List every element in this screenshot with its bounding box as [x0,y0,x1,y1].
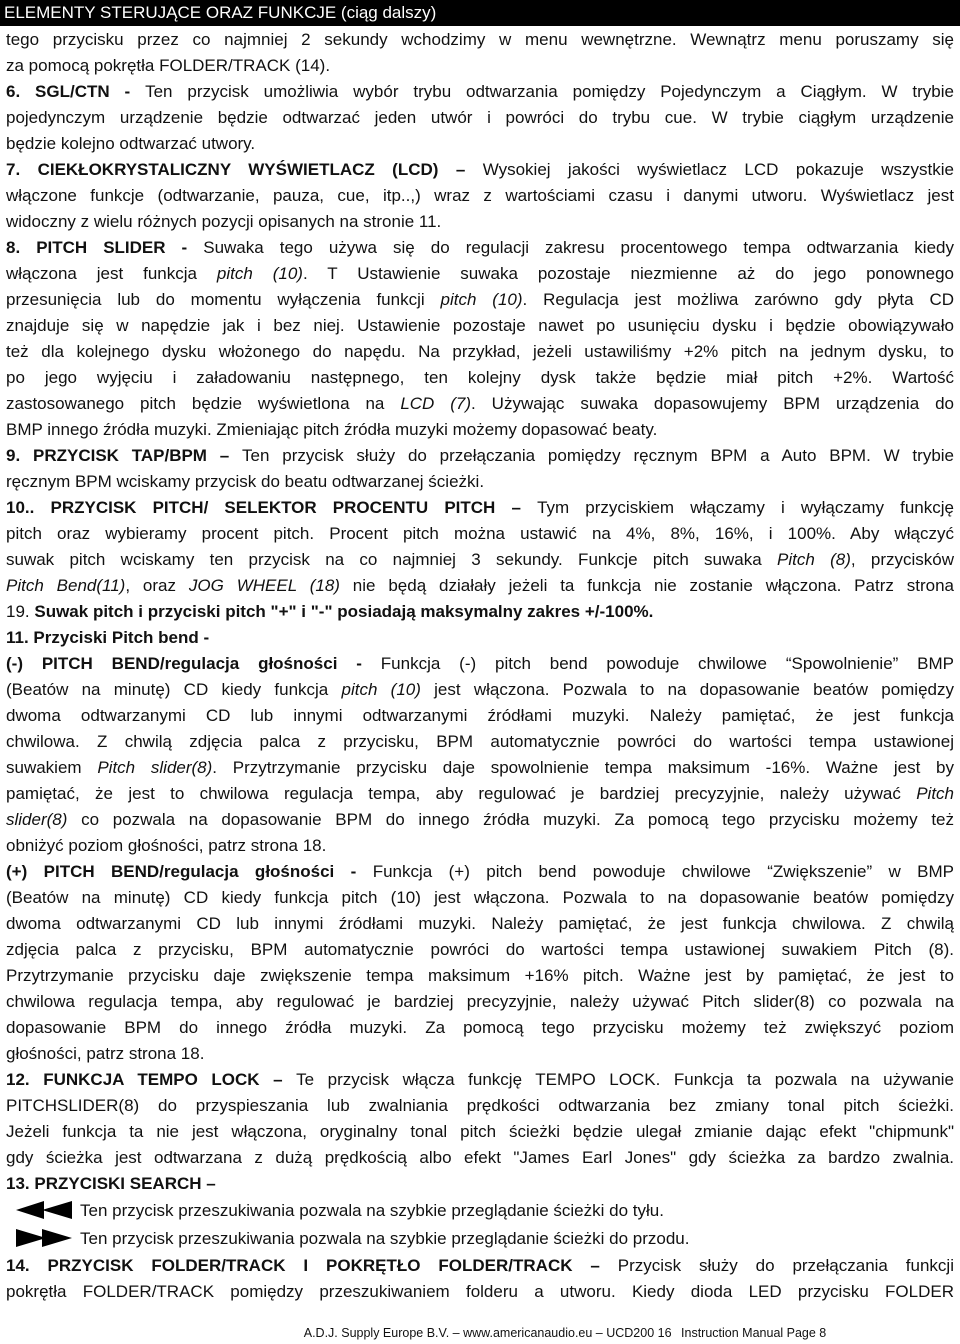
search-item-forward [6,1225,954,1253]
italic-text: Pitch [916,784,954,803]
text-line [6,729,954,755]
italic-text: pitch (10) [341,680,421,699]
text-line [6,131,954,157]
italic-text: JOG WHEEL (18) [188,576,340,595]
text-run: suwakiem [6,758,98,777]
text-run: za pomocą pokrętła FOLDER/TRACK (14). [6,56,331,75]
text-run: też dla kolejnego dysku włożonego do napędu. Na przykład, jeżeli ustawiliśmy +2% pitch na jednym dysku, to [6,342,954,361]
paragraphs [6,27,954,1197]
text-line [6,885,954,911]
italic-text: pitch (10) [216,264,303,283]
text-run: chwilowa. Z chwilą zdjęcia palca z przycisku, BPM automatycznie powróci do wartości tempa ustawionej [6,732,954,751]
bold-text: 8. PITCH SLIDER - [6,238,204,257]
text-run: chwilowa regulacja tempa, aby regulować je bardziej precyzyjnie, należy używać Pitch slider(8) co pozwala na [6,992,954,1011]
text-line [6,963,954,989]
page-footer [0,1325,960,1341]
text-run: . Używając suwaka dopasowujemy BPM urządzenia do [471,394,954,413]
bold-text: 12. FUNKCJA TEMPO LOCK – [6,1070,297,1089]
italic-text: Pitch Bend(11) [6,576,126,595]
text-line [6,235,954,261]
bold-text: (+) PITCH BEND/regulacja głośności - [6,862,373,881]
text-line [6,469,954,495]
text-run: (Beatów na minutę) CD kiedy funkcja pitch (10) jest włączona. Pozwala to na dopasowanie beatów pomiędzy [6,888,954,907]
text-line [6,183,954,209]
italic-text: slider(8) [6,810,68,829]
text-line [6,1067,954,1093]
search-rewind-text: Ten przycisk przeszukiwania pozwala na szybkie przeglądanie ścieżki do tyłu. [80,1201,664,1220]
text-line [6,755,954,781]
text-line [6,495,954,521]
search-forward-text: Ten przycisk przeszukiwania pozwala na szybkie przeglądanie ścieżki do przodu. [80,1229,690,1248]
text-run: Ten przycisk umożliwia wybór trybu odtwarzania pomiędzy Pojedynczym a Ciągłym. W trybie [145,82,954,101]
paragraphs-continued [6,1253,954,1305]
text-run: Ten przycisk służy do przełączania pomiędzy ręcznym BPM a Auto BPM. W trybie [242,446,954,465]
text-run: znajduje się w napędzie jak i bez niej. Ustawienie pozostaje nawet po usunięciu dysku i będzie obowiązywało [6,316,954,335]
text-line [6,261,954,287]
text-run: pojedynczym urządzenie będzie odtwarzać jeden utwór i powróci do trybu cue. W trybie ciągłym urządzenie [6,108,954,127]
text-run: widoczny z wielu różnych pozycji opisanych na stronie 11. [6,212,442,231]
text-line [6,27,954,53]
text-line [6,1093,954,1119]
text-line [6,521,954,547]
text-line [6,547,954,573]
text-line [6,599,954,625]
italic-text: Pitch (8) [777,550,851,569]
text-line [6,911,954,937]
text-run: Wysokiej jakości wyświetlacz LCD pokazuje wszystkie [482,160,954,179]
text-run: włączone funkcje (odtwarzanie, pauza, cue, itp..,) wraz z wartościami czasu i danymi utworu. Wyświetlacz jest [6,186,954,205]
text-run: Przycisk służy do przełączania funkcji [617,1256,954,1275]
text-line [6,937,954,963]
text-run: Jeżeli funkcja ta nie jest włączona, oryginalny tonal pitch ścieżki będzie ulegał zmianie dając efekt "chipmunk" [6,1122,954,1141]
text-line [6,365,954,391]
text-run: Suwaka tego używa się do regulacji zakresu procentowego tempa odtwarzania kiedy [203,238,954,257]
text-line [6,1015,954,1041]
text-run: zdjęcia palca z przycisku, BPM automatycznie powróci do wartości tempa ustawionej suwakiem Pitch (8). [6,940,954,959]
text-run: 19. [6,602,35,621]
text-line [6,79,954,105]
text-run: gdy ścieżka jest odtwarzana z dużą prędkością albo efekt "James Earl Jones" gdy ścieżka za bardzo zwalnia. [6,1148,954,1167]
bold-text: Suwak pitch i przyciski pitch "+" i "-" posiadają maksymalny zakres +/-100%. [34,602,654,621]
footer-right: Instruction Manual Page 8 [681,1326,827,1340]
italic-text: Pitch slider(8) [97,758,213,777]
text-run: będzie kolejno odtwarzać utwory. [6,134,256,153]
text-line [6,53,954,79]
text-line [6,859,954,885]
bold-text: (-) PITCH BEND/regulacja głośności - [6,654,381,673]
text-line [6,703,954,729]
bold-text: 11. Przyciski Pitch bend - [6,628,210,647]
italic-text: LCD (7) [400,394,472,413]
text-line [6,677,954,703]
text-run: suwak pitch wciskamy ten przycisk na co najmniej 3 sekundy. Funkcje pitch suwaka [6,550,777,569]
text-run: , oraz [125,576,189,595]
text-run: dwoma odtwarzanymi CD lub innymi źródłami muzyki. Należy pamiętać, że jest funkcja chwilowa. Z chwilą [6,914,954,933]
text-run: zastosowanego pitch będzie wyświetlona na [6,394,401,413]
text-run: BMP innego źródła muzyki. Zmieniając pitch źródła muzyki możemy dopasować beaty. [6,420,658,439]
text-run: ręcznym BPM wciskamy przycisk do beatu odtwarzanej ścieżki. [6,472,485,491]
text-run: Funkcja (-) pitch bend powoduje chwilowe “Spowolnienie” BMP [380,654,954,673]
text-line [6,625,954,651]
text-line [6,287,954,313]
search-buttons [6,1197,954,1253]
text-run: pokrętła FOLDER/TRACK pomiędzy przeszukiwaniem folderu a utworu. Kiedy dioda LED przycisku FOLDER [6,1282,954,1301]
text-run: (Beatów na minutę) CD kiedy funkcja [6,680,342,699]
text-line [6,989,954,1015]
text-run: tego przycisku przez co najmniej 2 sekundy wchodzimy w menu wewnętrzne. Wewnątrz menu poruszamy się [6,30,954,49]
bold-text: 6. SGL/CTN - [6,82,146,101]
text-line [6,443,954,469]
text-run: . T Ustawienie suwaka pozostaje niezmienne aż do jego ponownego [302,264,954,283]
document-body [6,27,954,1305]
text-run: . Regulacja jest możliwa zarówno gdy płyta CD [522,290,955,309]
text-line [6,1119,954,1145]
text-line [6,313,954,339]
text-run: Funkcja (+) pitch bend powoduje chwilowe “Zwiększenie” w BMP [372,862,954,881]
text-run: nie będą działały jeżeli ta funkcja nie zostanie włączona. Patrz strona [339,576,954,595]
text-line [6,833,954,859]
text-run: Te przycisk włącza funkcję TEMPO LOCK. Funkcja ta pozwala na używanie [296,1070,955,1089]
text-run: jest włączona. Pozwala to na dopasowanie beatów pomiędzy [420,680,954,699]
text-run: co pozwala na dopasowanie BPM do innego źródła muzyki. Za pomocą tego przycisku możemy też [67,810,954,829]
text-line [6,781,954,807]
text-line [6,1253,954,1279]
text-run: włączona jest funkcja [6,264,217,283]
text-run: , przycisków [850,550,954,569]
bold-text: 13. PRZYCISKI SEARCH – [6,1174,216,1193]
text-run: PITCHSLIDER(8) do przyspieszania lub zwalniania prędkości odtwarzania bez zmiany tonal pitch ścieżki. [6,1096,954,1115]
footer-left: A.D.J. Supply Europe B.V. – www.americanaudio.eu – UCD200 16 [303,1326,672,1340]
text-run: dopasowanie BPM do innego źródła muzyki. Za pomocą tego przycisku możemy też zwiększyć poziom [6,1018,954,1037]
text-line [6,417,954,443]
text-run: . Przytrzymanie przycisku daje spowolnienie tempa maksimum -16%. Ważne jest by [212,758,955,777]
text-run: po jego wyjęciu i załadowaniu następnego, ten kolejny dysk także będzie miał pitch +2%. Wartość [6,368,954,387]
text-run: Tym przyciskiem włączamy i wyłączamy funkcję [537,498,954,517]
bold-text: 7. CIEKŁOKRYSTALICZNY WYŚWIETLACZ (LCD) – [6,160,483,179]
text-line [6,391,954,417]
bold-text: 9. PRZYCISK TAP/BPM – [6,446,243,465]
text-line [6,105,954,131]
italic-text: pitch (10) [440,290,523,309]
text-run: pamiętać, że jest to chwilowa regulacja tempa, aby regulować je bardziej precyzyjnie, należy używać [6,784,917,803]
text-run: Przytrzymanie przycisku daje zwiększenie tempa maksimum +16% pitch. Ważne jest by pamiętać, że jest to [6,966,954,985]
text-run: obniżyć poziom głośności, patrz strona 18. [6,836,327,855]
text-line [6,807,954,833]
text-line [6,339,954,365]
text-line [6,1145,954,1171]
text-line [6,651,954,677]
text-line [6,573,954,599]
text-run: pitch oraz wybieramy procent pitch. Procent pitch można ustawić na 4%, 8%, 16%, i 100%. Aby włączyć [6,524,954,543]
bold-text: 10.. PRZYCISK PITCH/ SELEKTOR PROCENTU PITCH – [6,498,538,517]
text-line [6,157,954,183]
section-header: ELEMENTY STERUJĄCE ORAZ FUNKCJE (ciąg dalszy) [0,0,960,26]
text-line [6,1171,954,1197]
text-line [6,1041,954,1067]
text-line [6,209,954,235]
text-run: głośności, patrz strona 18. [6,1044,205,1063]
search-item-rewind [6,1197,954,1225]
bold-text: 14. PRZYCISK FOLDER/TRACK I POKRĘTŁO FOLDER/TRACK – [6,1256,618,1275]
text-line [6,1279,954,1305]
text-run: dwoma odtwarzanymi CD lub innymi odtwarzanymi źródłami muzyki. Należy pamiętać, że jest funkcja [6,706,954,725]
text-run: przesunięcia lub do momentu wyłączenia funkcji [6,290,441,309]
